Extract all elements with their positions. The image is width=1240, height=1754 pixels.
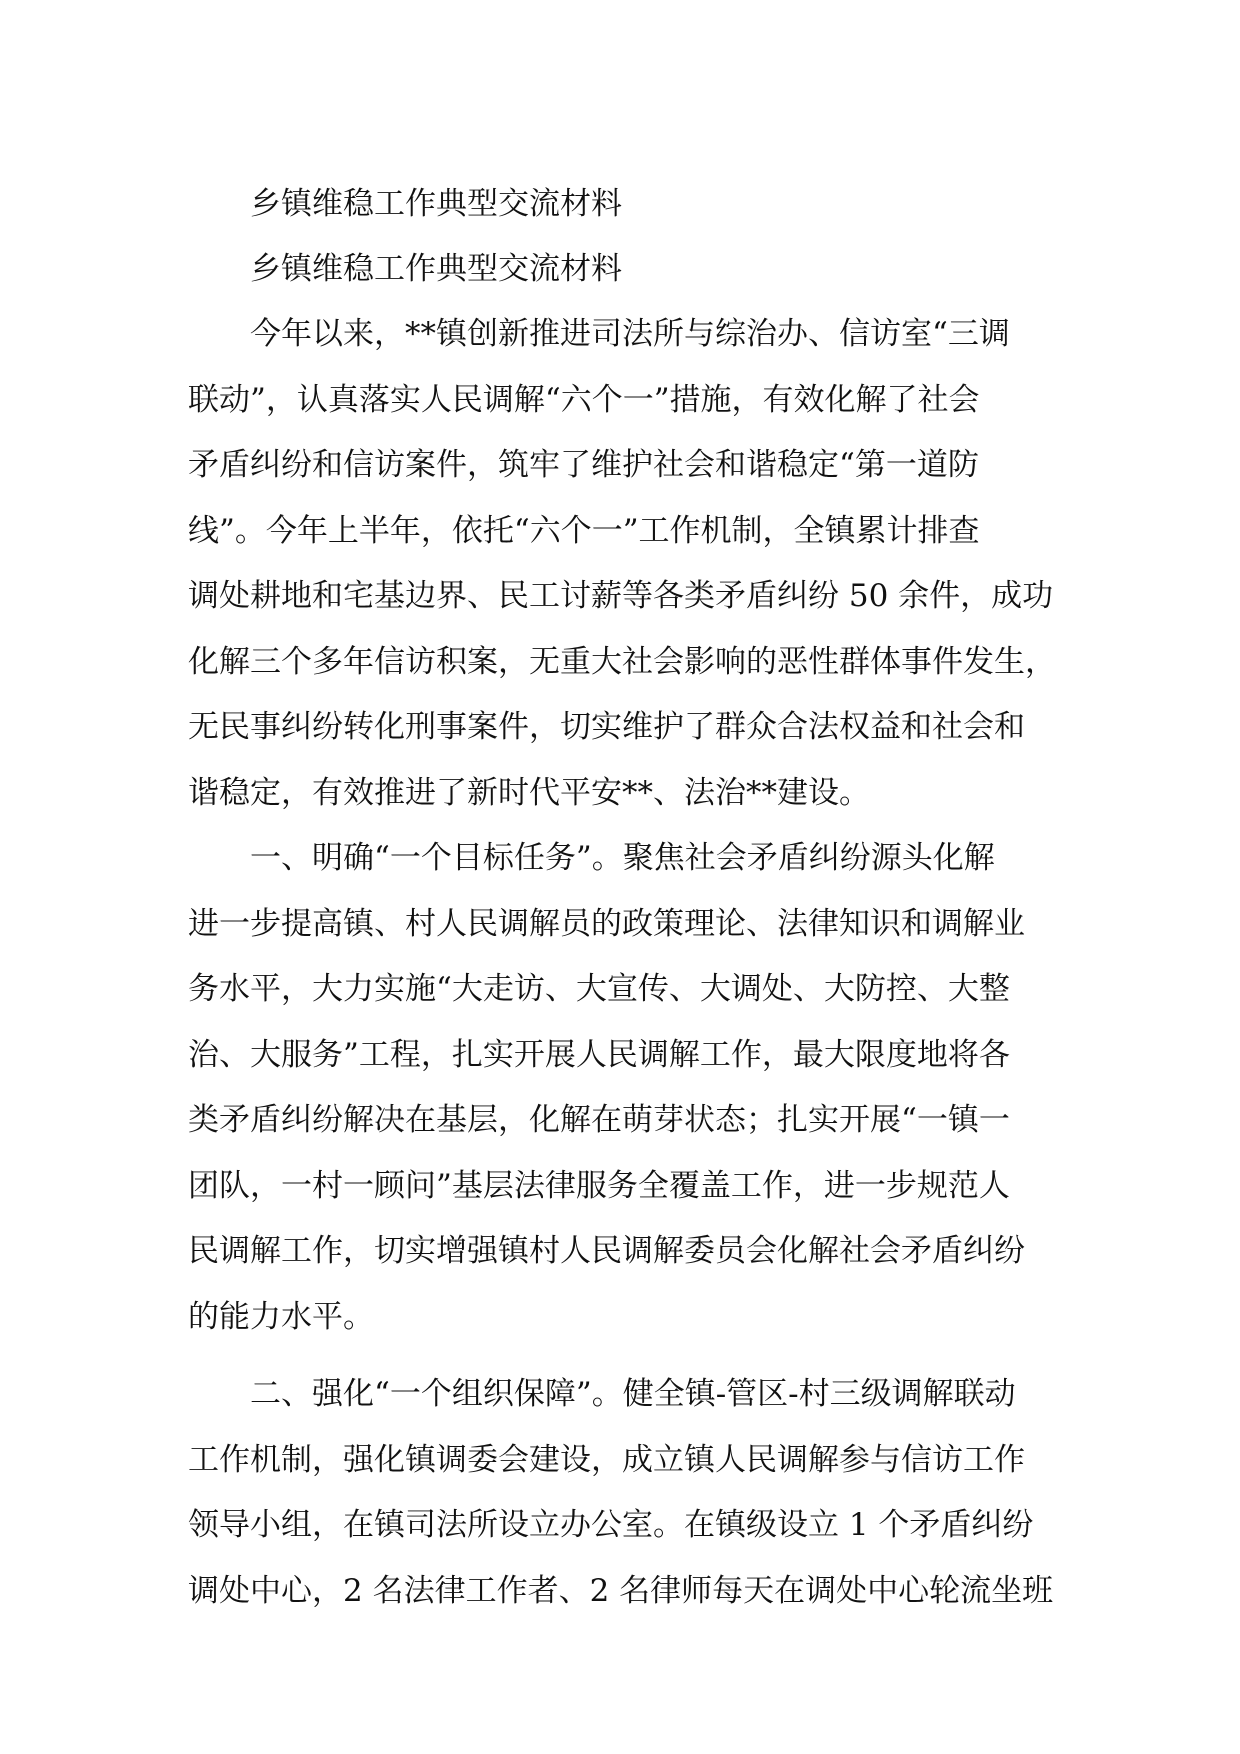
text-line: 矛盾纠纷和信访案件，筑牢了维护社会和谐稳定“第一道防 bbox=[188, 447, 979, 483]
paragraph-intro bbox=[188, 302, 1088, 826]
text-line: 民调解工作，切实增强镇村人民调解委员会化解社会矛盾纠纷 bbox=[188, 1233, 1025, 1269]
text-line: 化解三个多年信访积案，无重大社会影响的恶性群体事件发生， bbox=[188, 643, 1056, 680]
paragraph-section-two bbox=[188, 1362, 1088, 1624]
text-line: 务水平，大力实施“大走访、大宣传、大调处、大防控、大整 bbox=[188, 971, 1010, 1007]
text-line: 无民事纠纷转化刑事案件，切实维护了群众合法权益和社会和 bbox=[188, 709, 1025, 745]
text-line: 联动”，认真落实人民调解“六个一”措施，有效化解了社会 bbox=[188, 381, 980, 418]
text-line: 调处中心，2 名法律工作者、2 名律师每天在调处中心轮流坐班 bbox=[188, 1572, 1054, 1609]
text-line: 工作机制，强化镇调委会建设，成立镇人民调解参与信访工作 bbox=[188, 1441, 1025, 1478]
text-line: 谐稳定，有效推进了新时代平安**、法治**建设。 bbox=[188, 774, 870, 811]
text-line: 线”。今年上半年，依托“六个一”工作机制，全镇累计排查 bbox=[188, 512, 980, 549]
text-line: 治、大服务”工程，扎实开展人民调解工作，最大限度地将各 bbox=[188, 1036, 1010, 1073]
text-line: 一、明确“一个目标任务”。聚焦社会矛盾纠纷源头化解 bbox=[250, 840, 995, 876]
paragraph-section-one bbox=[188, 826, 1088, 1350]
document-body bbox=[188, 172, 1088, 1624]
text-line: 领导小组，在镇司法所设立办公室。在镇级设立 1 个矛盾纠纷 bbox=[188, 1507, 1034, 1543]
text-line: 团队，一村一顾问”基层法律服务全覆盖工作，进一步规范人 bbox=[188, 1167, 1010, 1204]
text-line: 今年以来，**镇创新推进司法所与综治办、信访室“三调 bbox=[250, 316, 1010, 352]
text-line: 类矛盾纠纷解决在基层，化解在萌芽状态；扎实开展“一镇一 bbox=[188, 1102, 1010, 1138]
text-line: 二、强化“一个组织保障”。健全镇-管区-村三级调解联动 bbox=[250, 1376, 1016, 1412]
text-line: 的能力水平。 bbox=[188, 1298, 374, 1335]
text-line: 进一步提高镇、村人民调解员的政策理论、法律知识和调解业 bbox=[188, 905, 1025, 942]
text-line: 调处耕地和宅基边界、民工讨薪等各类矛盾纠纷 50 余件，成功 bbox=[188, 578, 1054, 614]
document-title: 乡镇维稳工作典型交流材料 bbox=[250, 186, 622, 222]
document-subtitle: 乡镇维稳工作典型交流材料 bbox=[250, 251, 622, 287]
